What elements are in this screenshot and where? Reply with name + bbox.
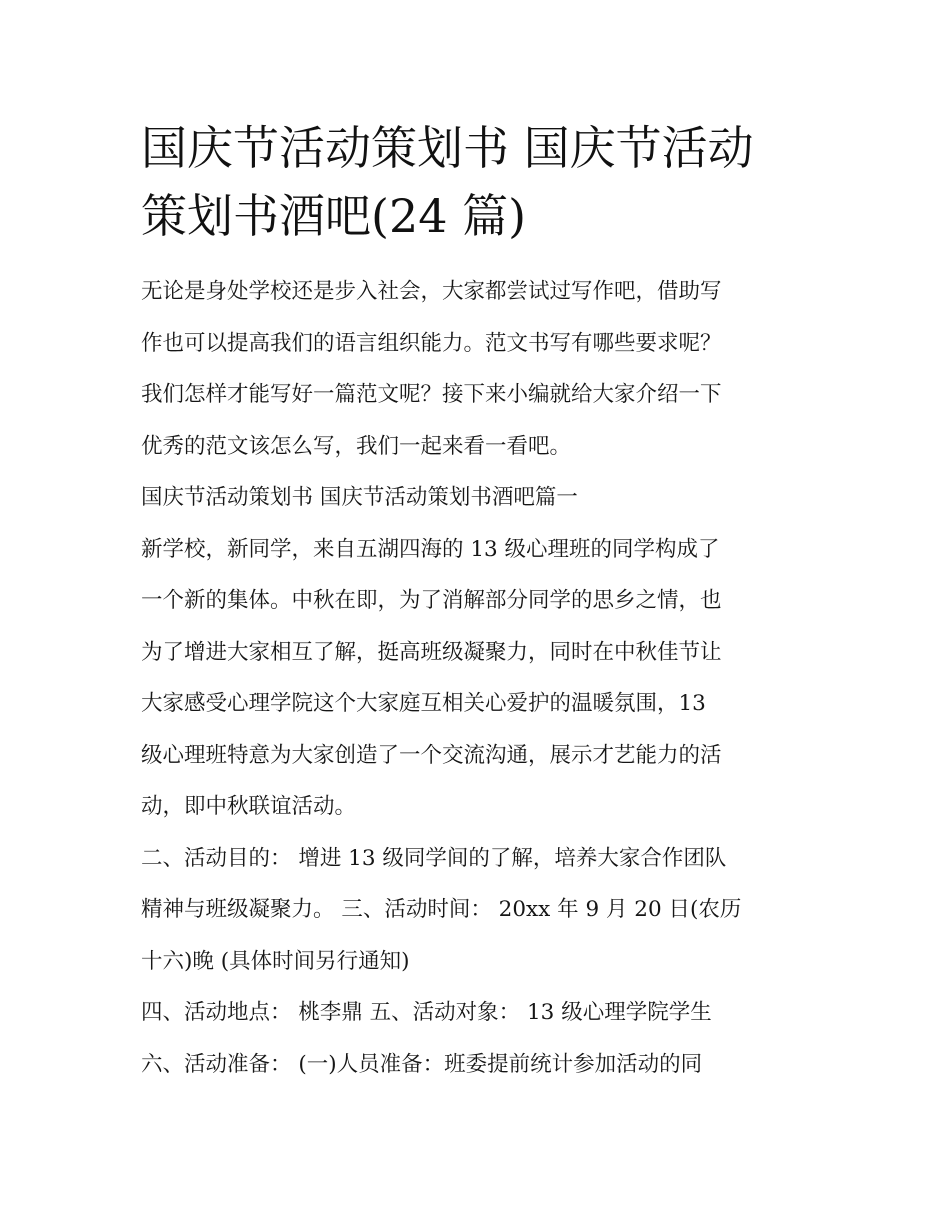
body-line: 二、活动目的： 增进 13 级同学间的了解，培养大家合作团队 (141, 845, 727, 871)
body-line: 六、活动准备： (一)人员准备：班委提前统计参加活动的同 (141, 1051, 703, 1077)
body-line: 新学校，新同学，来自五湖四海的 13 级心理班的同学构成了 (141, 536, 720, 562)
section-heading: 国庆节活动策划书 国庆节活动策划书酒吧篇一 (141, 485, 578, 510)
body-line: 精神与班级凝聚力。 三、活动时间： 20xx 年 9 月 20 日(农历 (141, 897, 742, 922)
title-line-1: 国庆节活动策划书 国庆节活动 (141, 121, 754, 175)
body-line: 级心理班特意为大家创造了一个交流沟通，展示才艺能力的活 (141, 742, 722, 768)
body-line: 为了增进大家相互了解，挺高班级凝聚力，同时在中秋佳节让 (141, 639, 722, 665)
body-line: 四、活动地点： 桃李鼎 五、活动对象： 13 级心理学院学生 (141, 1000, 712, 1025)
body-line: 一个新的集体。中秋在即，为了消解部分同学的思乡之情，也 (141, 588, 722, 613)
title-line-2: 策划书酒吧(24 篇) (141, 189, 527, 243)
body-line: 无论是身处学校还是步入社会，大家都尝试过写作吧，借助写 (141, 279, 722, 304)
body-line: 动，即中秋联谊活动。 (141, 794, 357, 819)
body-line: 优秀的范文该怎么写，我们一起来看一看吧。 (141, 433, 572, 459)
document-body (141, 266, 821, 1090)
body-line: 大家感受心理学院这个大家庭互相关心爱护的温暖氛围，13 (141, 691, 706, 716)
document-title (141, 114, 821, 250)
body-line: 我们怎样才能写好一篇范文呢？接下来小编就给大家介绍一下 (141, 382, 722, 407)
body-line: 作也可以提高我们的语言组织能力。范文书写有哪些要求呢？ (141, 330, 722, 356)
body-line: 十六)晚 (具体时间另行通知) (141, 948, 410, 974)
document-content (141, 114, 821, 1090)
